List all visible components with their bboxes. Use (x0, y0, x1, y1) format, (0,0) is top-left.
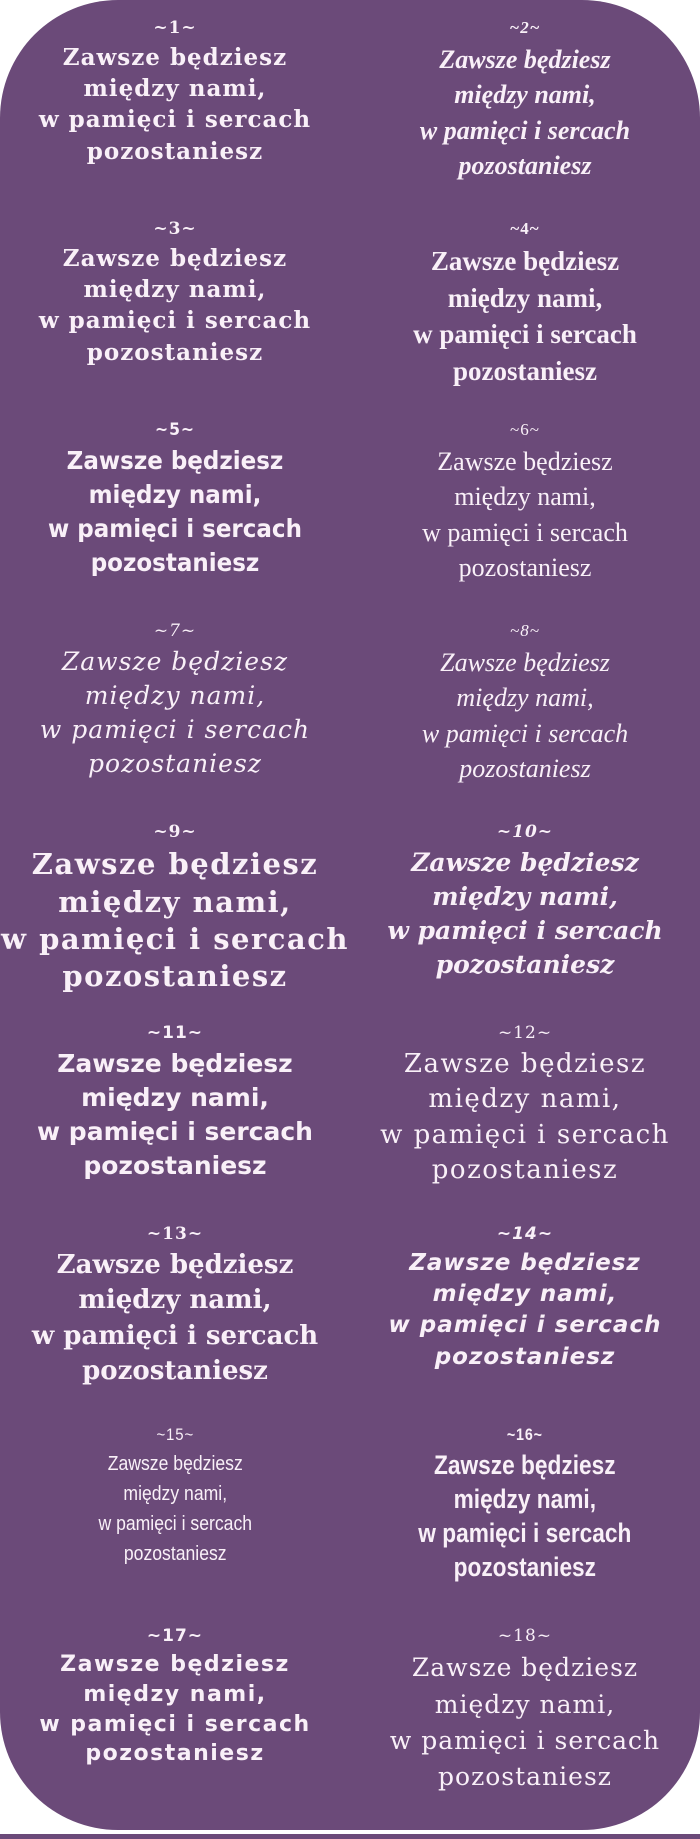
font-sample-8 (350, 621, 700, 822)
sample-line: w pamięci i sercach (418, 1517, 632, 1548)
font-sample-1 (0, 18, 350, 219)
sample-line: Zawsze będziesz (411, 1653, 639, 1683)
sample-line: między nami, (428, 1084, 622, 1115)
sample-line: między nami, (81, 1083, 269, 1113)
sample-line: pozostaniesz (458, 552, 592, 582)
sample-line: w pamięci i sercach (387, 915, 663, 945)
sample-line: w pamięci i sercach (48, 513, 302, 543)
sample-line: pozostaniesz (459, 753, 591, 783)
sample-line: między nami, (456, 683, 594, 713)
sample-line: Zawsze będziesz (437, 447, 613, 477)
sample-line: między nami, (434, 1689, 616, 1719)
sample-line: Zawsze będziesz (107, 1453, 243, 1476)
font-sample-13 (0, 1224, 350, 1425)
sample-line: Zawsze będziesz (62, 245, 288, 273)
sample-block (40, 621, 310, 780)
sample-line: między nami, (88, 480, 262, 510)
sample-block (32, 1224, 318, 1389)
sample-line: pozostaniesz (431, 1154, 619, 1185)
sample-line: między nami, (58, 884, 292, 919)
sample-number: ~6~ (510, 420, 540, 439)
sample-line: Zawsze będziesz (60, 1652, 290, 1678)
font-sample-6 (350, 420, 700, 621)
font-sample-5 (0, 420, 350, 621)
font-sample-18 (350, 1626, 700, 1827)
sample-number: ~3~ (153, 219, 197, 239)
font-sample-16 (350, 1425, 700, 1626)
sample-block (418, 1425, 631, 1584)
sample-line: pozostaniesz (435, 949, 615, 979)
sample-number: ~7~ (153, 621, 197, 641)
sample-number: ~15~ (156, 1425, 194, 1444)
sample-line: Zawsze będziesz (403, 1049, 647, 1080)
sample-line: w pamięci i sercach (98, 1513, 252, 1536)
sample-number: ~17~ (146, 1626, 204, 1646)
sample-line: między nami, (432, 882, 618, 912)
sample-line: w pamięci i sercach (389, 1725, 661, 1755)
sample-line: Zawsze będziesz (430, 246, 620, 277)
sample-number: ~14~ (496, 1224, 554, 1244)
sample-number: ~4~ (510, 219, 540, 238)
sample-line: w pamięci i sercach (413, 319, 637, 350)
sample-line: w pamięci i sercach (39, 714, 311, 744)
sample-line: między nami, (84, 681, 266, 711)
sample-number: ~12~ (497, 1023, 553, 1043)
sample-line: w pamięci i sercach (38, 106, 312, 134)
sample-line: między nami, (454, 80, 596, 110)
sample-line: w pamięci i sercach (38, 307, 312, 335)
sample-line: pozostaniesz (85, 1741, 265, 1767)
sample-block (387, 822, 662, 981)
sample-line: między nami, (83, 1682, 267, 1708)
sample-block (39, 219, 311, 368)
font-sample-12 (350, 1023, 700, 1224)
sample-line: Zawsze będziesz (57, 1049, 293, 1079)
font-sample-11 (0, 1023, 350, 1224)
font-sample-10 (350, 822, 700, 1023)
sample-block (389, 1224, 662, 1373)
sample-line: Zawsze będziesz (434, 1450, 616, 1481)
sample-block (39, 1626, 310, 1769)
sample-line: pozostaniesz (434, 1343, 616, 1370)
sample-line: pozostaniesz (438, 1762, 612, 1792)
sample-line: między nami, (123, 1483, 227, 1506)
sample-line: między nami, (447, 282, 603, 313)
sample-line: między nami, (432, 1281, 618, 1308)
sample-block (413, 219, 637, 389)
sample-number: ~2~ (509, 18, 541, 37)
sample-number: ~18~ (497, 1626, 553, 1646)
sample-line: pozostaniesz (90, 547, 260, 577)
sample-line: w pamięci i sercach (421, 718, 629, 748)
sample-line: między nami, (454, 482, 596, 512)
sample-line: pozostaniesz (123, 1543, 227, 1566)
font-sample-7 (0, 621, 350, 822)
sample-block (1, 822, 349, 995)
sample-line: pozostaniesz (83, 1150, 267, 1180)
sample-line: między nami, (83, 75, 267, 103)
sample-block (39, 18, 311, 167)
sample-line: w pamięci i sercach (31, 1320, 319, 1351)
sample-line: Zawsze będziesz (66, 446, 284, 476)
sample-line: między nami, (83, 276, 267, 304)
sample-line: Zawsze będziesz (31, 847, 319, 882)
sample-number: ~13~ (146, 1224, 204, 1244)
font-sample-9 (0, 822, 350, 1023)
sample-block (422, 621, 628, 786)
sample-line: pozostaniesz (452, 355, 597, 386)
sample-block (98, 1425, 252, 1569)
sample-block (380, 1023, 670, 1188)
sample-number: ~16~ (507, 1425, 543, 1444)
font-sample-4 (350, 219, 700, 420)
sample-line: Zawsze będziesz (409, 1250, 641, 1277)
sample-line: między nami, (453, 1484, 597, 1515)
sample-number: ~5~ (155, 420, 195, 440)
sample-line: w pamięci i sercach (39, 1711, 311, 1737)
sample-line: w pamięci i sercach (388, 1312, 662, 1339)
sample-number: ~11~ (146, 1023, 204, 1043)
sample-line: pozostaniesz (458, 150, 592, 180)
sample-number: ~9~ (153, 822, 197, 842)
sample-block (420, 18, 630, 183)
font-sample-2 (350, 18, 700, 219)
sample-line: pozostaniesz (453, 1551, 597, 1582)
sample-line: w pamięci i sercach (1, 921, 349, 956)
sample-line: w pamięci i sercach (380, 1119, 670, 1150)
sample-line: w pamięci i sercach (419, 115, 631, 145)
sample-block (37, 1023, 313, 1182)
sample-line: pozostaniesz (88, 748, 262, 778)
sample-line: Zawsze będziesz (411, 848, 639, 878)
sample-line: między nami, (78, 1285, 272, 1316)
sample-line: pozostaniesz (86, 338, 264, 366)
sample-block (422, 420, 628, 585)
font-sample-17 (0, 1626, 350, 1827)
sample-line: Zawsze będziesz (61, 647, 289, 677)
sample-number: ~10~ (496, 822, 554, 842)
sample-line: Zawsze będziesz (56, 1250, 294, 1281)
sample-line: w pamięci i sercach (422, 517, 628, 547)
font-sample-15 (0, 1425, 350, 1626)
font-sample-3 (0, 219, 350, 420)
next-card-edge (0, 1834, 700, 1839)
sample-line: Zawsze będziesz (440, 648, 610, 678)
sample-number: ~1~ (153, 18, 197, 38)
sample-line: pozostaniesz (62, 958, 288, 993)
sample-line: pozostaniesz (82, 1355, 268, 1386)
sample-line: pozostaniesz (86, 137, 264, 165)
sample-block (48, 420, 302, 579)
font-sample-14 (350, 1224, 700, 1425)
sample-line: w pamięci i sercach (37, 1116, 313, 1146)
sample-number: ~8~ (510, 621, 540, 640)
sample-line: Zawsze będziesz (439, 45, 611, 75)
sample-block (390, 1626, 660, 1795)
sample-line: Zawsze będziesz (62, 44, 288, 72)
